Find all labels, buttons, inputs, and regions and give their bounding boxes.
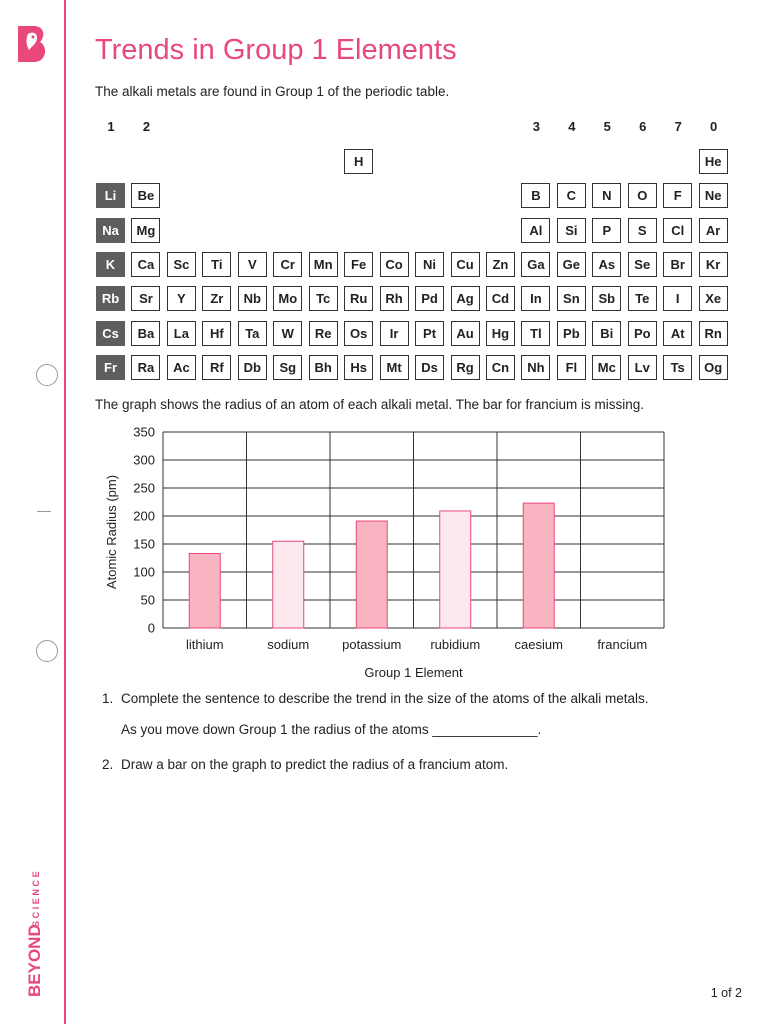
group-number: 3 bbox=[532, 119, 540, 134]
element-cell: Hf bbox=[202, 321, 231, 346]
question-2-number: 2. bbox=[102, 757, 114, 772]
question-2-text: Draw a bar on the graph to predict the radius of a francium atom. bbox=[121, 757, 509, 772]
y-tick-label: 50 bbox=[140, 592, 155, 608]
element-cell: Rb bbox=[96, 286, 125, 311]
element-cell: Sr bbox=[131, 286, 160, 311]
element-cell: Cr bbox=[273, 252, 302, 277]
element-cell: Hs bbox=[344, 355, 373, 380]
group-number: 2 bbox=[142, 119, 151, 134]
element-cell: I bbox=[663, 286, 692, 311]
element-cell: Bh bbox=[309, 355, 338, 380]
group-number: 6 bbox=[639, 119, 647, 134]
y-tick-label: 150 bbox=[133, 536, 155, 552]
element-cell: Ru bbox=[344, 286, 373, 311]
element-cell: Db bbox=[238, 355, 267, 380]
element-cell: Ds bbox=[415, 355, 444, 380]
element-cell: Cl bbox=[663, 218, 692, 243]
beyond-science-brand bbox=[22, 845, 46, 997]
bar-potassium bbox=[356, 521, 387, 628]
element-cell: Ac bbox=[167, 355, 196, 380]
element-cell: Re bbox=[309, 321, 338, 346]
element-cell: Mc bbox=[592, 355, 621, 380]
y-tick-label: 350 bbox=[133, 424, 155, 440]
element-cell: Tl bbox=[521, 321, 550, 346]
element-cell: Po bbox=[628, 321, 657, 346]
group-number: 0 bbox=[710, 119, 718, 134]
element-cell: La bbox=[167, 321, 196, 346]
element-cell: He bbox=[699, 149, 728, 174]
y-axis-label: Atomic Radius (pm) bbox=[104, 474, 119, 590]
element-cell: Sb bbox=[592, 286, 621, 311]
element-cell: N bbox=[592, 183, 621, 208]
element-cell: F bbox=[663, 183, 692, 208]
element-cell: Pb bbox=[557, 321, 586, 346]
group-number: 7 bbox=[674, 119, 682, 134]
element-cell: Ts bbox=[663, 355, 692, 380]
page-title: Trends in Group 1 Elements bbox=[95, 34, 457, 66]
punch-hole-bottom bbox=[36, 640, 58, 662]
element-cell: Au bbox=[451, 321, 480, 346]
page-number: 1 of 2 bbox=[710, 986, 742, 1000]
x-tick-label: francium bbox=[597, 637, 648, 652]
element-cell: Cd bbox=[486, 286, 515, 311]
element-cell: V bbox=[238, 252, 267, 277]
element-cell: Ra bbox=[131, 355, 160, 380]
element-cell: Se bbox=[628, 252, 657, 277]
element-cell: Mn bbox=[309, 252, 338, 277]
element-cell: Li bbox=[96, 183, 125, 208]
bar-rubidium bbox=[440, 511, 471, 628]
y-tick-label: 250 bbox=[133, 480, 155, 496]
element-cell: Co bbox=[380, 252, 409, 277]
x-tick-label: lithium bbox=[185, 637, 224, 652]
bar-lithium bbox=[189, 554, 220, 628]
element-cell: C bbox=[557, 183, 586, 208]
element-cell: Rf bbox=[202, 355, 231, 380]
element-cell: Cu bbox=[451, 252, 480, 277]
element-cell: Ge bbox=[557, 252, 586, 277]
element-cell: Pd bbox=[415, 286, 444, 311]
element-cell: Ga bbox=[521, 252, 550, 277]
element-cell: Zr bbox=[202, 286, 231, 311]
graph-intro-text: The graph shows the radius of an atom of each alkali metal. The bar for francium is missing. bbox=[95, 397, 645, 412]
element-cell: Fr bbox=[96, 355, 125, 380]
element-cell: Lv bbox=[628, 355, 657, 380]
x-axis-label: Group 1 Element bbox=[364, 665, 463, 680]
element-cell: Si bbox=[557, 218, 586, 243]
element-cell: Te bbox=[628, 286, 657, 311]
element-cell: P bbox=[592, 218, 621, 243]
x-tick-label: caesium bbox=[514, 637, 563, 652]
element-cell: Os bbox=[344, 321, 373, 346]
element-cell: Sn bbox=[557, 286, 586, 311]
element-cell: Mt bbox=[380, 355, 409, 380]
element-cell: Ag bbox=[451, 286, 480, 311]
element-cell: Sc bbox=[167, 252, 196, 277]
element-cell: Xe bbox=[699, 286, 728, 311]
element-cell: Cn bbox=[486, 355, 515, 380]
brand-word-science: SCIENCE bbox=[31, 868, 41, 927]
element-cell: Kr bbox=[699, 252, 728, 277]
question-1-number: 1. bbox=[102, 691, 114, 706]
element-cell: Fl bbox=[557, 355, 586, 380]
element-cell: Br bbox=[663, 252, 692, 277]
element-cell: K bbox=[96, 252, 125, 277]
y-tick-label: 100 bbox=[133, 564, 155, 580]
element-cell: Al bbox=[521, 218, 550, 243]
element-cell: Hg bbox=[486, 321, 515, 346]
beyond-logo-icon bbox=[14, 22, 50, 66]
atomic-radius-chart bbox=[96, 422, 716, 684]
x-tick-label: rubidium bbox=[430, 637, 481, 652]
margin-line bbox=[64, 0, 66, 1024]
element-cell: S bbox=[628, 218, 657, 243]
element-cell: Ba bbox=[131, 321, 160, 346]
y-tick-label: 300 bbox=[133, 452, 155, 468]
question-1-text: Complete the sentence to describe the trend in the size of the atoms of the alkali metals. bbox=[121, 691, 649, 706]
question-1-sentence: As you move down Group 1 the radius of the atoms ______________. bbox=[121, 722, 542, 737]
element-cell: Ni bbox=[415, 252, 444, 277]
element-cell: Mo bbox=[273, 286, 302, 311]
element-cell: Zn bbox=[486, 252, 515, 277]
element-cell: Rh bbox=[380, 286, 409, 311]
element-cell: Nb bbox=[238, 286, 267, 311]
brand-word-beyond: BEYOND bbox=[25, 924, 44, 997]
element-cell: Nh bbox=[521, 355, 550, 380]
element-cell: Sg bbox=[273, 355, 302, 380]
element-cell: At bbox=[663, 321, 692, 346]
element-cell: Y bbox=[167, 286, 196, 311]
element-cell: Pt bbox=[415, 321, 444, 346]
group-number: 1 bbox=[107, 119, 115, 134]
element-cell: Bi bbox=[592, 321, 621, 346]
intro-text: The alkali metals are found in Group 1 of the periodic table. bbox=[95, 84, 450, 99]
y-tick-label: 200 bbox=[133, 508, 155, 524]
bar-sodium bbox=[273, 541, 304, 628]
bar-caesium bbox=[523, 503, 554, 628]
x-tick-label: potassium bbox=[342, 637, 402, 652]
fold-mark bbox=[37, 511, 51, 512]
element-cell: Ar bbox=[699, 218, 728, 243]
element-cell: Mg bbox=[131, 218, 160, 243]
element-cell: H bbox=[344, 149, 373, 174]
element-cell: O bbox=[628, 183, 657, 208]
punch-hole-top bbox=[36, 364, 58, 386]
element-cell: Tc bbox=[309, 286, 338, 311]
element-cell: B bbox=[521, 183, 550, 208]
element-cell: Na bbox=[96, 218, 125, 243]
y-tick-label: 0 bbox=[147, 620, 155, 636]
element-cell: Rn bbox=[699, 321, 728, 346]
element-cell: Be bbox=[131, 183, 160, 208]
element-cell: Og bbox=[699, 355, 728, 380]
group-number: 5 bbox=[603, 119, 611, 134]
element-cell: Cs bbox=[96, 321, 125, 346]
element-cell: As bbox=[592, 252, 621, 277]
element-cell: Ca bbox=[131, 252, 160, 277]
element-cell: Ti bbox=[202, 252, 231, 277]
element-cell: Rg bbox=[451, 355, 480, 380]
element-cell: Ne bbox=[699, 183, 728, 208]
element-cell: Ir bbox=[380, 321, 409, 346]
element-cell: W bbox=[273, 321, 302, 346]
x-tick-label: sodium bbox=[267, 637, 310, 652]
element-cell: Ta bbox=[238, 321, 267, 346]
element-cell: Fe bbox=[344, 252, 373, 277]
element-cell: In bbox=[521, 286, 550, 311]
group-number: 4 bbox=[568, 119, 576, 134]
